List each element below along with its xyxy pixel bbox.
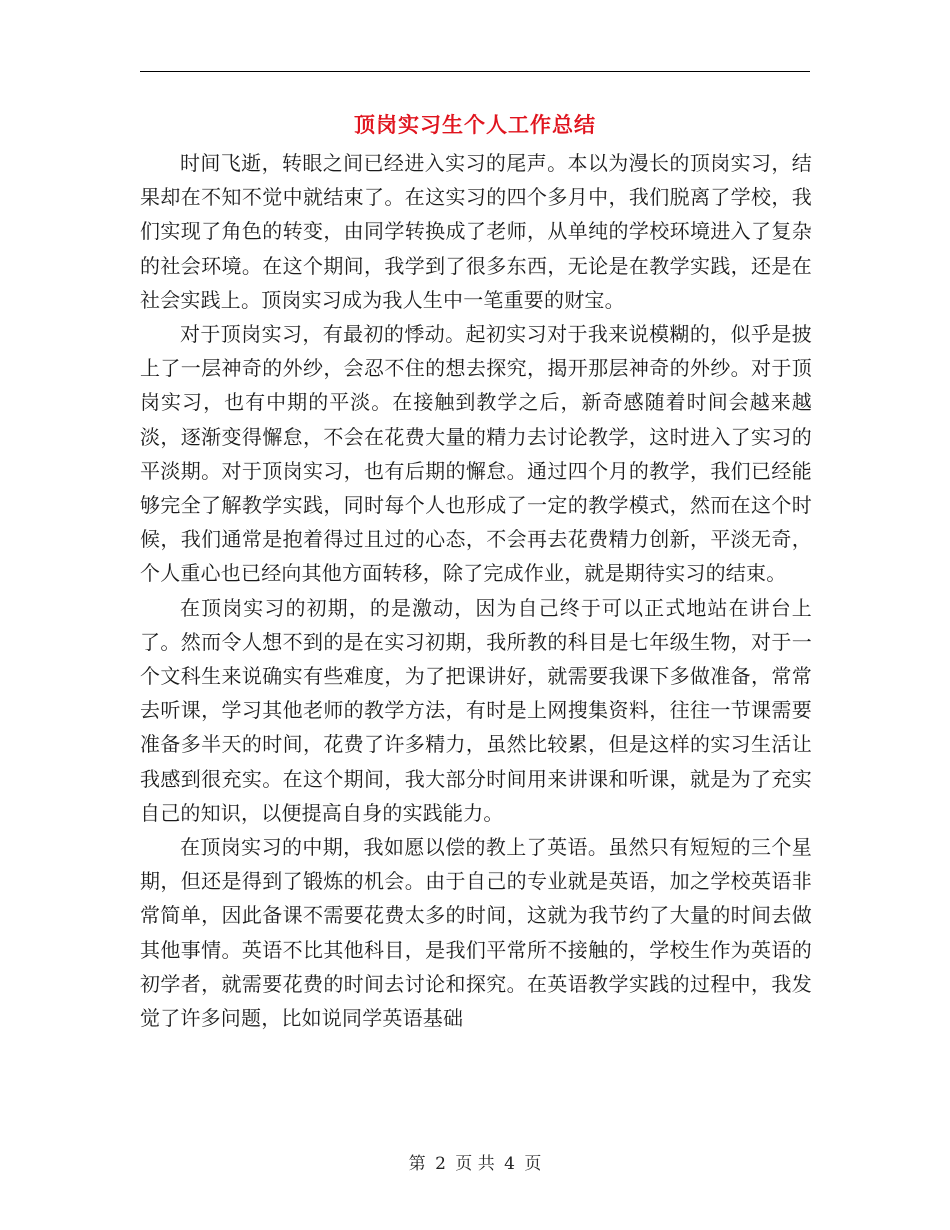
header-rule <box>140 71 810 72</box>
footer-middle: 页 共 <box>455 1154 495 1174</box>
paragraph-4: 在顶岗实习的中期，我如愿以偿的教上了英语。虽然只有短短的三个星期，但还是得到了锻炼的机会。由于自己的专业就是英语，加之学校英语非常简单，因此备课不需要花费太多的时间，这就为我节约了大量的时间去做其他事情。英语不比其他科目，是我们平常所不接触的，学校生作为英语的初学者，就需要花费的时间去讨论和探究。在英语教学实践的过程中，我发觉了许多问题，比如说同学英语基础 <box>140 835 812 1031</box>
paragraph-3: 在顶岗实习的初期，的是激动，因为自己终于可以正式地站在讲台上了。然而令人想不到的是在实习初期，我所教的科目是七年级生物，对于一个文科生来说确实有些难度，为了把课讲好，就需要我课下多做准备，常常去听课，学习其他老师的教学方法，有时是上网搜集资料，往往一节课需要准备多半天的时间，花费了许多精力，虽然比较累，但是这样的实习生活让我感到很充实。在这个期间，我大部分时间用来讲课和听课，就是为了充实自己的知识，以便提高自身的实践能力。 <box>140 595 812 825</box>
document-body <box>140 146 812 1035</box>
footer-prefix: 第 <box>408 1154 426 1174</box>
paragraph-2: 对于顶岗实习，有最初的悸动。起初实习对于我来说模糊的，似乎是披上了一层神奇的外纱，会忍不住的想去探究，揭开那层神奇的外纱。对于顶岗实习，也有中期的平淡。在接触到教学之后，新奇感随着时间会越来越淡，逐渐变得懈怠，不会在花费大量的精力去讨论教学，这时进入了实习的平淡期。对于顶岗实习，也有后期的懈怠。通过四个月的教学，我们已经能够完全了解教学实践，同时每个人也形成了一定的教学模式，然而在这个时候，我们通常是抱着得过且过的心态，不会再去花费精力创新，平淡无奇，个人重心也已经向其他方面转移，除了完成作业，就是期待实习的结束。 <box>140 322 812 586</box>
footer-current-page: 2 <box>435 1154 446 1174</box>
footer-suffix: 页 <box>524 1154 542 1174</box>
page-footer <box>0 1152 950 1176</box>
footer-total-pages: 4 <box>504 1154 515 1174</box>
paragraph-1: 时间飞逝，转眼之间已经进入实习的尾声。本以为漫长的顶岗实习，结果却在不知不觉中就结束了。在这实习的四个多月中，我们脱离了学校，我们实现了角色的转变，由同学转换成了老师，从单纯的学校环境进入了复杂的社会环境。在这个期间，我学到了很多东西，无论是在教学实践，还是在社会实践上。顶岗实习成为我人生中一笔重要的财宝。 <box>140 151 812 312</box>
document-title: 顶岗实习生个人工作总结 <box>354 112 596 137</box>
